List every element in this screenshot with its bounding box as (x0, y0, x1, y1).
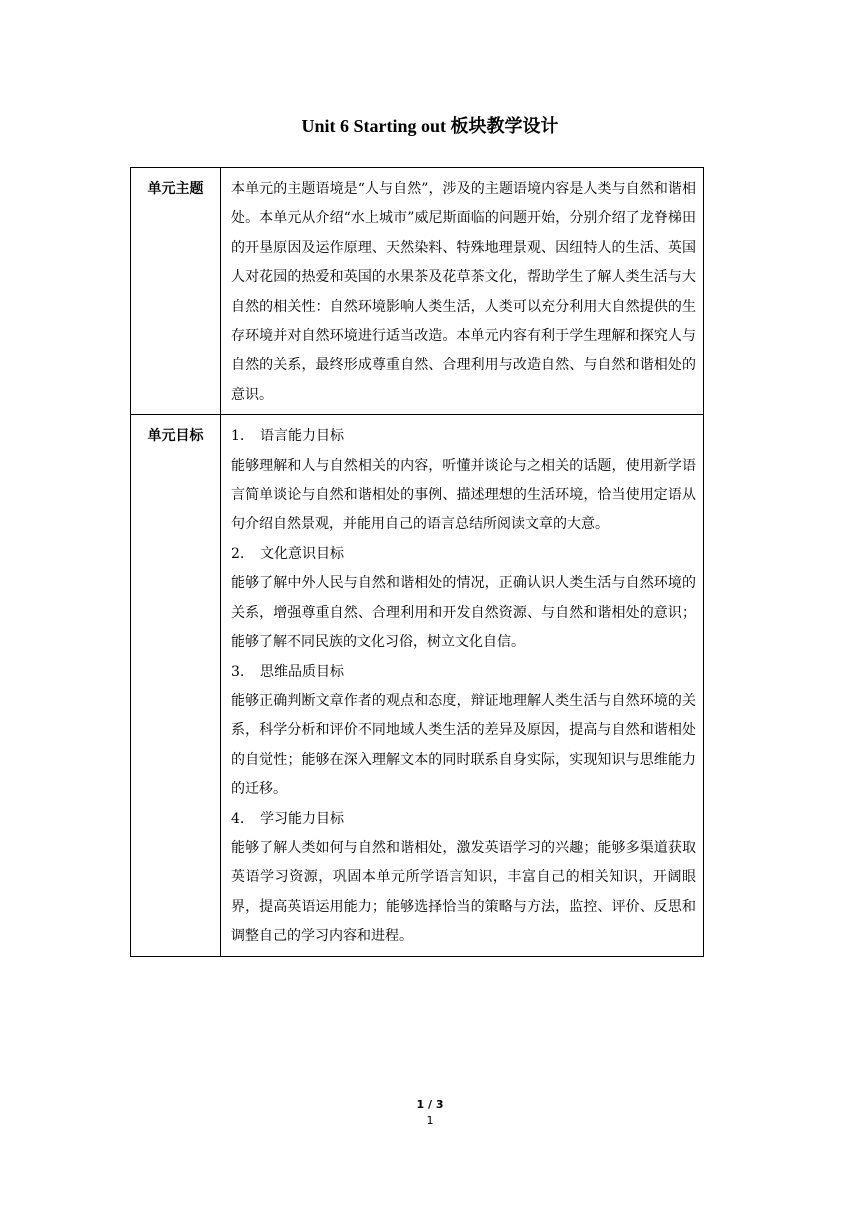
goal-number: 1. (231, 428, 245, 445)
goal-heading (231, 540, 696, 569)
theme-label: 单元主题 (131, 168, 221, 415)
goal-text: 能够正确判断文章作者的观点和态度，辩证地理解人类生活与自然环境的关系，科学分析和评价不同地域人类生活的差异及原因，提高与自然和谐相处的自觉性；能够在深入理解文本的同时联系自身实际，实现知识与思维能力的迁移。 (231, 692, 696, 798)
theme-text: 本单元的主题语境是“人与自然”，涉及的主题语境内容是人类与自然和谐相处。本单元从介绍“水上城市”威尼斯面临的问题开始，分别介绍了龙脊梯田的开垦原因及运作原理、天然染料、特殊地理景观、因纽特人的生活、英国人对花园的热爱和英国的水果茶及花草茶文化，帮助学生了解人类生活与大自然的相关性：自然环境影响人类生活，人类可以充分利用大自然提供的生存环境并对自然环境进行适当改造。本单元内容有利于学生理解和探究人与自然的关系，最终形成尊重自然、合理利用与改造自然、与自然和谐相处的意识。 (231, 181, 696, 403)
goal-text: 能够了解中外人民与自然和谐相处的情况，正确认识人类生活与自然环境的关系，增强尊重自然、合理利用和开发自然资源、与自然和谐相处的意识；能够了解不同民族的文化习俗，树立文化自信。 (231, 575, 696, 651)
goals-row (131, 415, 704, 956)
theme-content (221, 168, 704, 415)
theme-row (131, 168, 704, 415)
goal-heading-text: 语言能力目标 (260, 428, 344, 445)
goals-content (221, 415, 704, 956)
goals-label: 单元目标 (131, 415, 221, 956)
goal-heading-text: 思维品质目标 (260, 663, 344, 680)
page-number: 1 (426, 1114, 434, 1127)
goal-heading (231, 658, 696, 687)
goal-text: 能够理解和人与自然相关的内容，听懂并谈论与之相关的话题，使用新学语言简单谈论与自然和谐相处的事例、描述理想的生活环境，恰当使用定语从句介绍自然景观，并能用自己的语言总结所阅读文章的大意。 (231, 457, 696, 533)
goal-text: 能够了解人类如何与自然和谐相处，激发英语学习的兴趣；能够多渠道获取英语学习资源，巩固本单元所学语言知识，丰富自己的相关知识，开阔眼界，提高英语运用能力；能够选择恰当的策略与方法，监控、评价、反思和调整自己的学习内容和进程。 (231, 839, 696, 945)
goal-heading-text: 文化意识目标 (260, 545, 344, 562)
goal-number: 3. (231, 663, 245, 680)
goal-heading (231, 805, 696, 834)
document-title: Unit 6 Starting out 板块教学设计 (301, 116, 559, 136)
goal-heading (231, 422, 696, 451)
page-indicator: 1 / 3 (416, 1098, 444, 1111)
goal-number: 4. (231, 810, 245, 827)
lesson-plan-table (130, 167, 704, 957)
goal-number: 2. (231, 545, 245, 562)
goal-heading-text: 学习能力目标 (260, 810, 344, 827)
